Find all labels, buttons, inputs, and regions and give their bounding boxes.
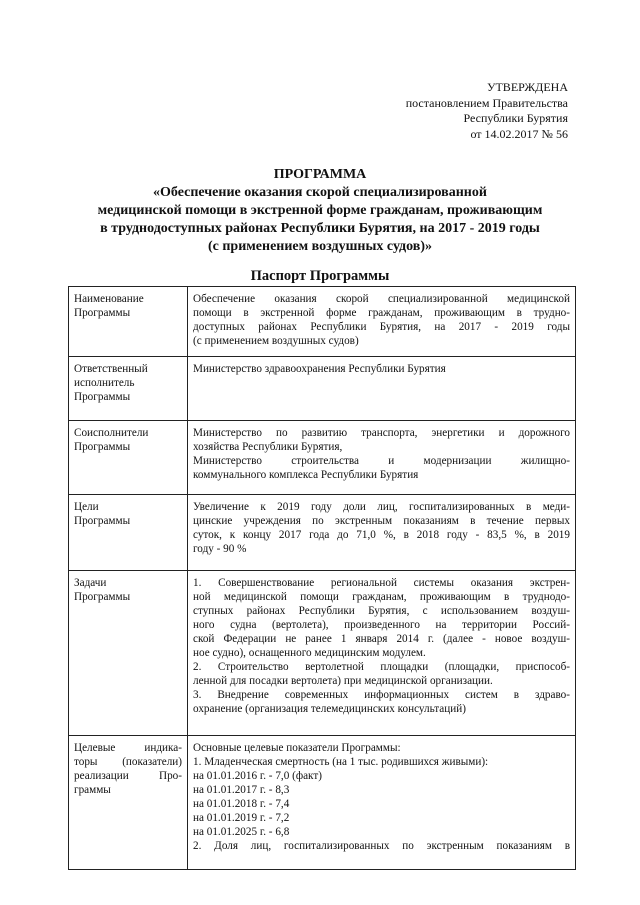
content-line: Министерство по развитию транспорта, энергетики и дорожного — [193, 427, 570, 439]
content-line: (с применением воздушных судов) — [193, 335, 359, 347]
approval-line-3: Республики Бурятия — [463, 111, 568, 125]
content-line: помощи в экстренной форме гражданам, проживающим в трудно- — [193, 307, 570, 319]
content-line: суток, к концу 2017 года до 71,0 %, в 2018 году - 83,5 %, в 2019 — [193, 529, 570, 541]
content-line: Обеспечение оказания скорой специализированной медицинской — [193, 293, 570, 305]
content-line: 2. Доля лиц, госпитализированных по экстренным показаниям в — [193, 840, 570, 852]
content-line: цинские учреждения по экстренным показаниям в течение первых — [193, 515, 570, 527]
label-line: граммы — [74, 784, 111, 796]
row-label — [69, 736, 188, 870]
title-line-1: ПРОГРАММА — [273, 167, 367, 182]
content-line: на 01.01.2019 г. - 7,2 — [193, 812, 290, 824]
label-line: исполнитель — [74, 377, 135, 389]
label-line: Целевые индика- — [74, 742, 182, 754]
label-line: Наименование — [74, 293, 144, 305]
approval-stamp — [406, 80, 568, 142]
program-title — [60, 166, 580, 256]
content-line: ное судно), оснащенного медицинским модулем. — [193, 647, 426, 659]
row-label — [69, 287, 188, 357]
content-line: хозяйства Республики Бурятия, — [193, 441, 343, 453]
content-line: 2. Строительство вертолетной площадки (площадки, приспособ- — [193, 661, 570, 673]
row-content — [188, 421, 576, 495]
table-row — [69, 736, 576, 870]
title-line-3: медицинской помощи в экстренной форме гражданам, проживающим — [97, 203, 543, 218]
content-line: на 01.01.2016 г. - 7,0 (факт) — [193, 770, 322, 782]
content-line: ступных районах Республики Бурятия, с использованием воздуш- — [193, 605, 570, 617]
title-line-4: в труднодоступных районах Республики Бурятия, на 2017 - 2019 годы — [100, 221, 540, 236]
approval-line-2: постановлением Правительства — [405, 95, 568, 110]
content-line: ской Федерации не ранее 1 января 2014 г. (далее - новое воздуш- — [193, 633, 570, 645]
label-line: торы (показатели) — [74, 756, 182, 768]
label-line: Программы — [74, 515, 131, 527]
passport-table — [68, 286, 576, 870]
content-line: на 01.01.2017 г. - 8,3 — [193, 784, 290, 796]
table-row — [69, 495, 576, 571]
content-line: на 01.01.2025 г. - 6,8 — [193, 826, 290, 838]
content-line: доступных районах Республики Бурятия, на 2017 - 2019 годы — [193, 321, 570, 333]
title-line-5: (с применением воздушных судов)» — [207, 239, 433, 254]
content-line: 1. Младенческая смертность (на 1 тыс. родившихся живыми): — [193, 756, 489, 768]
content-line: 1. Совершенствование региональной системы оказания экстрен- — [193, 577, 570, 589]
content-line: на 01.01.2018 г. - 7,4 — [193, 798, 290, 810]
row-content — [188, 571, 576, 736]
table-row — [69, 421, 576, 495]
row-content — [188, 357, 576, 421]
table-row — [69, 287, 576, 357]
content-line: Министерство строительства и модернизации жилищно- — [193, 455, 570, 467]
label-line: Программы — [74, 591, 131, 603]
approval-line-1: УТВЕРЖДЕНА — [486, 80, 568, 94]
content-line: 3. Внедрение современных информационных систем в здраво- — [193, 689, 570, 701]
row-label — [69, 357, 188, 421]
table-row — [69, 357, 576, 421]
content-line: году - 90 % — [193, 543, 247, 555]
content-line: Увеличение к 2019 году доли лиц, госпитализированных в меди- — [193, 501, 570, 513]
content-line: ленной для посадки вертолета) при медицинской организации. — [193, 675, 493, 687]
title-line-2: «Обеспечение оказания скорой специализированной — [153, 185, 487, 200]
table-row — [69, 571, 576, 736]
passport-heading: Паспорт Программы — [250, 268, 390, 284]
content-line: Министерство здравоохранения Республики Бурятия — [193, 363, 446, 375]
content-line: охранение (организация телемедицинских консультаций) — [193, 703, 466, 715]
content-line: ного судна (вертолета), произведенного на территории Россий- — [193, 619, 570, 631]
label-line: Программы — [74, 307, 131, 319]
approval-line-4: от 14.02.2017 № 56 — [470, 126, 568, 141]
label-line: Ответственный — [74, 363, 148, 375]
content-line: Основные целевые показатели Программы: — [193, 742, 401, 754]
label-line: Программы — [74, 441, 131, 453]
row-label — [69, 571, 188, 736]
label-line: реализации Про- — [74, 770, 182, 782]
row-content — [188, 287, 576, 357]
row-content — [188, 736, 576, 870]
row-content — [188, 495, 576, 571]
content-line: коммунального комплекса Республики Бурятия — [193, 469, 419, 481]
label-line: Программы — [74, 391, 131, 403]
row-label — [69, 421, 188, 495]
content-line: ной медицинской помощи гражданам, проживающим в труднодо- — [193, 591, 570, 603]
row-label — [69, 495, 188, 571]
label-line: Соисполнители — [74, 427, 149, 439]
label-line: Задачи — [74, 577, 107, 589]
label-line: Цели — [74, 501, 99, 513]
